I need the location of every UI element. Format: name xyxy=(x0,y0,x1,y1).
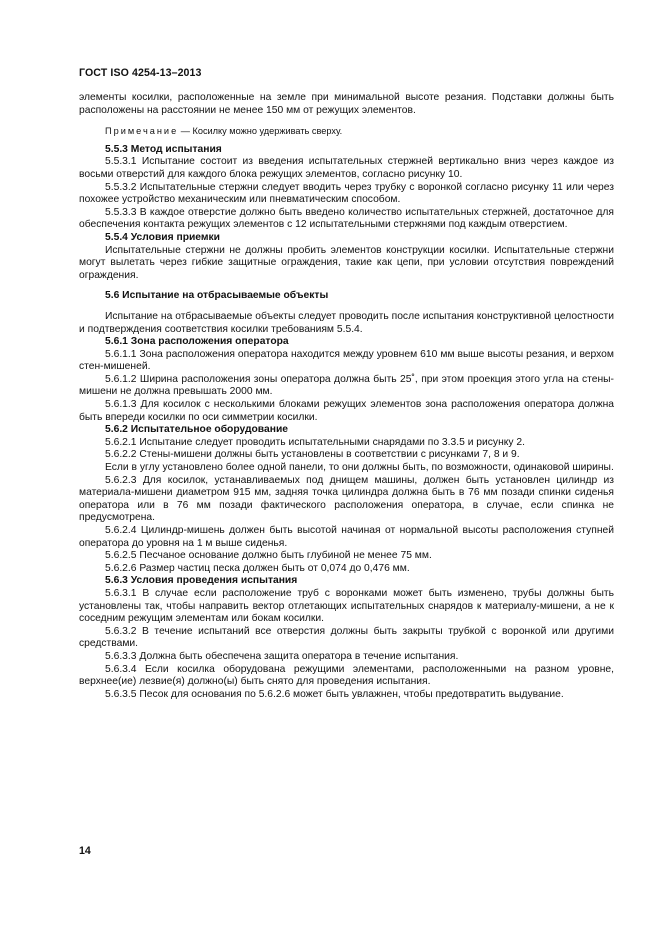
paragraph: 5.6.1.2 Ширина расположения зоны оператора должна быть 25˚, при этом проекция этого угла на стены-мишени не должна превышать 2000 мм. xyxy=(79,373,614,398)
section-heading: 5.6.1 Зона расположения оператора xyxy=(105,336,289,348)
paragraph: 5.6.3.5 Песок для основания по 5.6.2.6 может быть увлажнен, чтобы предотвратить выдувание. xyxy=(105,688,564,700)
paragraph: 5.6.2.3 Для косилок, устанавливаемых под днищем машины, должен быть установлен цилиндр из материала-мишени диаметром 915 мм, задняя точка цилиндра должна быть в 76 мм позади спинки сиденья оператора или в 76 мм позади фактического расположения оператора, в случае, если спинка не предусмотрена. xyxy=(79,474,614,524)
note xyxy=(105,125,614,138)
paragraph: 5.6.3.4 Если косилка оборудована режущими элементами, расположенными на разном уровне, верхнее(ие) лезвие(я) должно(ы) быть снято для проведения испытания. xyxy=(79,663,614,688)
document-body xyxy=(79,92,614,701)
paragraph: 5.6.1.3 Для косилок с несколькими блоками режущих элементов зона расположения оператора должна быть впереди косилки по оси симметрии косилки. xyxy=(79,399,614,423)
section-heading: 5.6.2 Испытательное оборудование xyxy=(105,424,288,436)
paragraph: 5.5.3.1 Испытание состоит из введения испытательных стержней вертикально вниз через каждое из восьми отверстий для каждого блока режущих элементов, согласно рисунку 10. xyxy=(79,156,614,180)
paragraph: 5.5.3.2 Испытательные стержни следует вводить через трубку с воронкой согласно рисунку 11 или через похожее устройство механическим или пневматическим способом. xyxy=(79,181,614,206)
paragraph: 5.6.3.3 Должна быть обеспечена защита оператора в течение испытания. xyxy=(105,650,459,662)
paragraph: 5.6.3.2 В течение испытаний все отверстия должны быть закрыты трубкой с воронкой или другими средствами. xyxy=(79,625,614,650)
note-label: Примечание xyxy=(105,126,179,137)
paragraph: Испытательные стержни не должны пробить элементов конструкции косилки. Испытательные стержни могут вылетать через гибкие защитные ограждения, такие как цепи, при условии отсутствия повреждений ограждения. xyxy=(79,244,614,281)
note-text: — Косилку можно удерживать сверху. xyxy=(180,126,343,137)
paragraph: 5.6.2.5 Песчаное основание должно быть глубиной не менее 75 мм. xyxy=(105,550,432,562)
paragraph: Испытание на отбрасываемые объекты следует проводить после испытания конструктивной целостности и подтверждения соответствия косилки требованиям 5.5.4. xyxy=(79,310,614,335)
section-heading: 5.5.3 Метод испытания xyxy=(105,143,222,155)
section-heading: 5.6 Испытание на отбрасываемые объекты xyxy=(105,290,329,302)
paragraph: 5.6.2.4 Цилиндр-мишень должен быть высотой начиная от нормальной высоты расположения ступней оператора до уровня на 1 м выше сиденья. xyxy=(79,525,614,549)
section-heading: 5.5.4 Условия приемки xyxy=(105,231,221,243)
paragraph: 5.6.1.1 Зона расположения оператора находится между уровнем 610 мм выше высоты резания, и верхом стен-мишеней. xyxy=(79,348,614,373)
paragraph: Если в углу установлено более одной панели, то они должны быть, по возможности, одинаковой ширины. xyxy=(105,462,614,474)
paragraph: 5.6.2.1 Испытание следует проводить испытательными снарядами по 3.3.5 и рисунку 2. xyxy=(105,436,525,448)
paragraph: 5.6.2.2 Стены-мишени должны быть установлены в соответствии с рисунками 7, 8 и 9. xyxy=(105,449,520,461)
paragraph: элементы косилки, расположенные на земле при минимальной высоте резания. Подставки должны быть расположены на расстоянии не менее 150 мм от режущих элементов. xyxy=(79,92,614,116)
section-heading: 5.6.3 Условия проведения испытания xyxy=(105,575,298,587)
page-header: ГОСТ ISO 4254-13–2013 xyxy=(79,67,202,79)
paragraph: 5.5.3.3 В каждое отверстие должно быть введено количество испытательных стержней, достаточное для обеспечения контакта режущих элементов с 12 испытательными стержнями под каждым отверстием. xyxy=(79,206,614,231)
paragraph: 5.6.3.1 В случае если расположение труб с воронками может быть изменено, трубы должны быть установлены так, чтобы направить вектор отлетающих испытательных снарядов к материалу-мишени, а не к соседним режущим элементам или бокам косилки. xyxy=(79,587,614,625)
paragraph: 5.6.2.6 Размер частиц песка должен быть от 0,074 до 0,476 мм. xyxy=(105,562,410,574)
page-number: 14 xyxy=(79,845,91,857)
